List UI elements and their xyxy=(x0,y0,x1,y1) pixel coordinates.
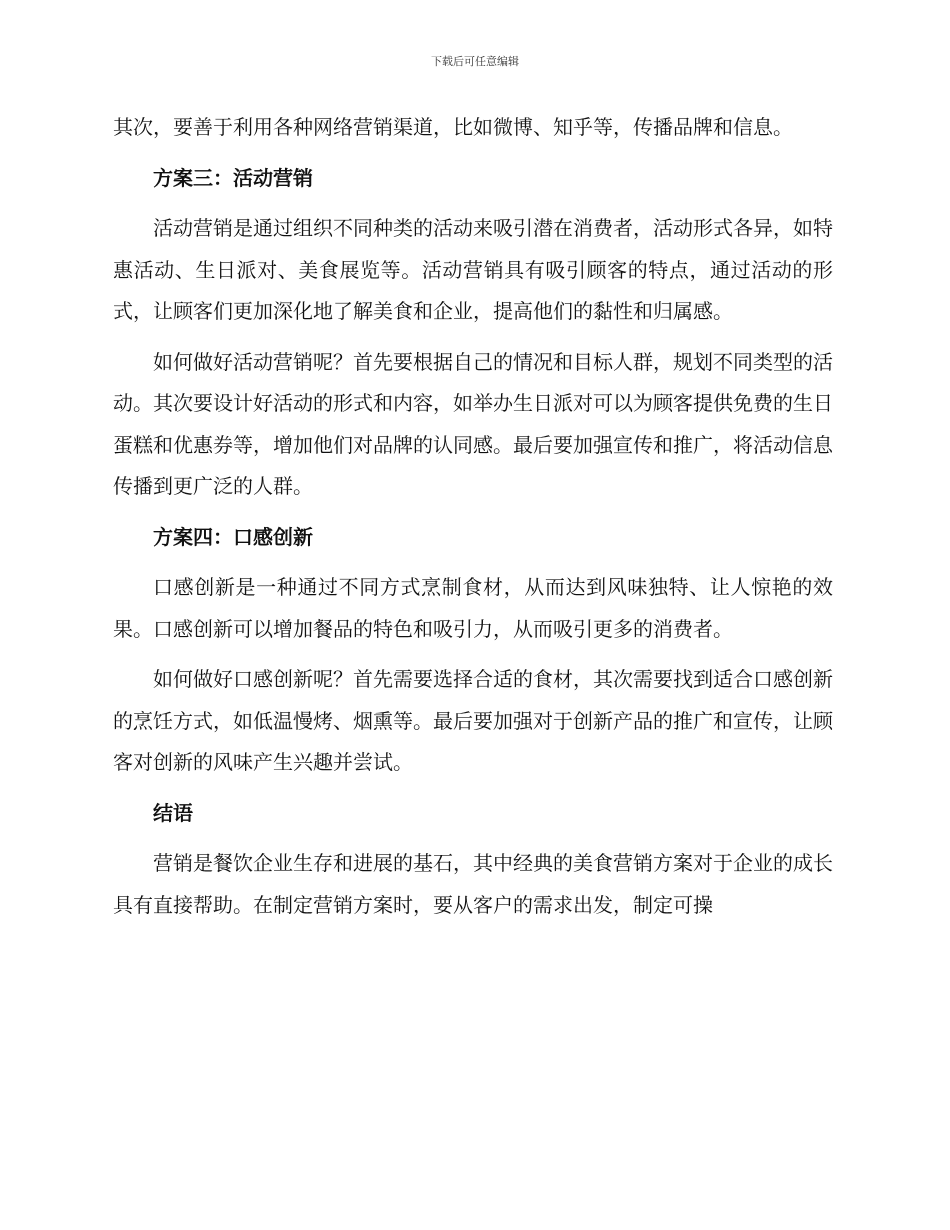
section-heading-taste-innovation: 方案四：口感创新 xyxy=(153,524,313,549)
section-heading-activity-marketing: 方案三：活动营销 xyxy=(153,165,313,190)
paragraph-conclusion: 营销是餐饮企业生存和进展的基石，其中经典的美食营销方案对于企业的成长具有直接帮助。在制定营销方案时，要从客户的需求出发，制定可操 xyxy=(113,851,833,917)
paragraph-continuation: 其次，要善于利用各种网络营销渠道，比如微博、知乎等，传播品牌和信息。 xyxy=(113,115,793,139)
paragraph-taste-intro: 口感创新是一种通过不同方式烹制食材，从而达到风味独特、让人惊艳的效果。口感创新可以增加餐品的特色和吸引力，从而吸引更多的消费者。 xyxy=(113,575,833,641)
document-body xyxy=(113,107,833,935)
paragraph-taste-howto: 如何做好口感创新呢？首先需要选择合适的食材，其次需要找到适合口感创新的烹饪方式，如低温慢烤、烟熏等。最后要加强对于创新产品的推广和宣传，让顾客对创新的风味产生兴趣并尝试。 xyxy=(113,667,833,774)
paragraph-activity-howto: 如何做好活动营销呢？首先要根据自己的情况和目标人群，规划不同类型的活动。其次要设计好活动的形式和内容，如举办生日派对可以为顾客提供免费的生日蛋糕和优惠券等，增加他们对品牌的认同感。最后要加强宣传和推广，将活动信息传播到更广泛的人群。 xyxy=(113,349,833,498)
paragraph-activity-intro: 活动营销是通过组织不同种类的活动来吸引潜在消费者，活动形式各异，如特惠活动、生日派对、美食展览等。活动营销具有吸引顾客的特点，通过活动的形式，让顾客们更加深化地了解美食和企业，提高他们的黏性和归属感。 xyxy=(113,216,833,323)
page-header: 下载后可任意编辑 xyxy=(431,55,519,68)
section-heading-conclusion: 结语 xyxy=(153,800,193,825)
